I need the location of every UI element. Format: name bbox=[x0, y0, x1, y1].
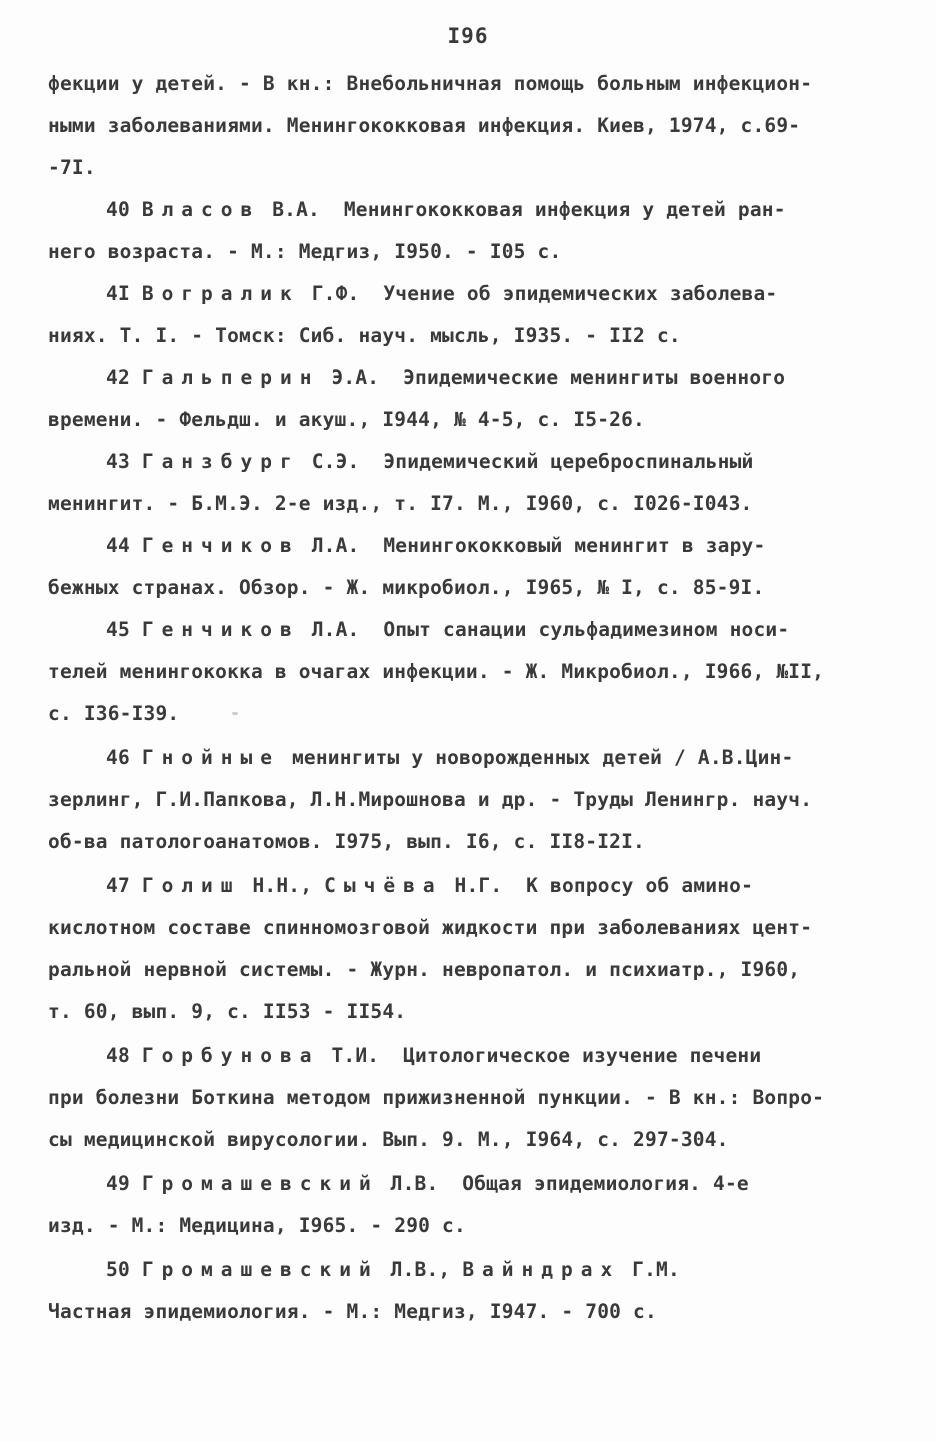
text-line: зерлинг, Г.И.Папкова, Л.Н.Мирошнова и др. - Труды Ленингр. науч. bbox=[48, 788, 813, 811]
text-line: бежных странах. Обзор. - Ж. микробиол., I965, № I, с. 85-9I. bbox=[48, 576, 765, 599]
entry-45-line: 45 Генчиков Л.А. Опыт санации сульфадимезином носи- bbox=[106, 618, 790, 641]
entry-author: Громашевский bbox=[141, 1172, 379, 1195]
text-line: ральной нервной системы. - Журн. невропатол. и психиатр., I960, bbox=[48, 958, 801, 981]
entry-49-line: 49 Громашевский Л.В. Общая эпидемиология. 4-е bbox=[106, 1172, 749, 1195]
entry-46-line: 46 Гнойные менингиты у новорожденных детей / А.В.Цин- bbox=[106, 746, 794, 769]
entry-author: Генчиков bbox=[141, 534, 300, 557]
text-line: при болезни Боткина методом прижизненной пункции. - В кн.: Вопро- bbox=[48, 1086, 825, 1109]
text-line: изд. - М.: Медицина, I965. - 290 с. bbox=[48, 1214, 466, 1237]
entry-author: Ганзбург bbox=[141, 450, 300, 473]
text-line: времени. - Фельдш. и акуш., I944, № 4-5, с. I5-26. bbox=[48, 408, 645, 431]
text-line: кислотном составе спинномозговой жидкости при заболеваниях цент- bbox=[48, 916, 813, 939]
text-line: сы медицинской вирусологии. Вып. 9. М., I964, с. 297-304. bbox=[48, 1128, 729, 1151]
entry-author: Генчиков bbox=[141, 618, 300, 641]
text-line: ными заболеваниями. Менингококковая инфекция. Киев, 1974, с.69- bbox=[48, 114, 801, 137]
entry-author: Власов bbox=[141, 198, 261, 221]
scan-speck bbox=[232, 712, 238, 715]
text-line: об-ва патологоанатомов. I975, вып. I6, с. II8-I2I. bbox=[48, 830, 645, 853]
text-line: Частная эпидемиология. - М.: Медгиз, I947. - 700 с. bbox=[48, 1300, 657, 1323]
entry-author: Гнойные bbox=[141, 746, 281, 769]
entry-44-line: 44 Генчиков Л.А. Менингококковый менингит в зару- bbox=[106, 534, 766, 557]
entry-47-line: 47 Голиш Н.Н., Сычёва Н.Г. К вопросу об амино- bbox=[106, 874, 754, 897]
entry-author: Громашевский bbox=[141, 1258, 379, 1281]
entry-coauthor: Сычёва bbox=[324, 874, 443, 897]
text-line: ниях. Т. I. - Томск: Сиб. науч. мысль, I935. - II2 с. bbox=[48, 324, 681, 347]
entry-author: Горбунова bbox=[141, 1044, 320, 1067]
entry-48-line: 48 Горбунова Т.И. Цитологическое изучение печени bbox=[106, 1044, 762, 1067]
text-line: т. 60, вып. 9, с. II53 - II54. bbox=[48, 1000, 407, 1023]
entry-43-line: 43 Ганзбург С.Э. Эпидемический цереброспинальный bbox=[106, 450, 754, 473]
entry-author: Гальперин bbox=[141, 366, 320, 389]
text-line: менингит. - Б.М.Э. 2-е изд., т. I7. М., I960, с. I026-I043. bbox=[48, 492, 753, 515]
entry-author: Вогралик bbox=[141, 282, 300, 305]
entry-coauthor: Вайндрах bbox=[462, 1258, 621, 1281]
entry-40-line: 40 Власов В.А. Менингококковая инфекция у детей ран- bbox=[106, 198, 786, 221]
entry-50-line: 50 Громашевский Л.В., Вайндрах Г.М. bbox=[106, 1258, 680, 1281]
entry-42-line: 42 Гальперин Э.А. Эпидемические менингиты военного bbox=[106, 366, 786, 389]
text-line: -7I. bbox=[48, 156, 96, 179]
text-line: него возраста. - М.: Медгиз, I950. - I05 с. bbox=[48, 240, 562, 263]
text-line: фекции у детей. - В кн.: Внебольничная помощь больным инфекцион- bbox=[48, 72, 813, 95]
entry-41-line: 4I Вогралик Г.Ф. Учение об эпидемических заболева- bbox=[106, 282, 778, 305]
text-line: с. I36-I39. bbox=[48, 702, 180, 725]
text-line: телей менингококка в очагах инфекции. - Ж. Микробиол., I966, №II, bbox=[48, 660, 825, 683]
entry-author: Голиш bbox=[141, 874, 241, 897]
page-number: I96 bbox=[447, 24, 489, 48]
